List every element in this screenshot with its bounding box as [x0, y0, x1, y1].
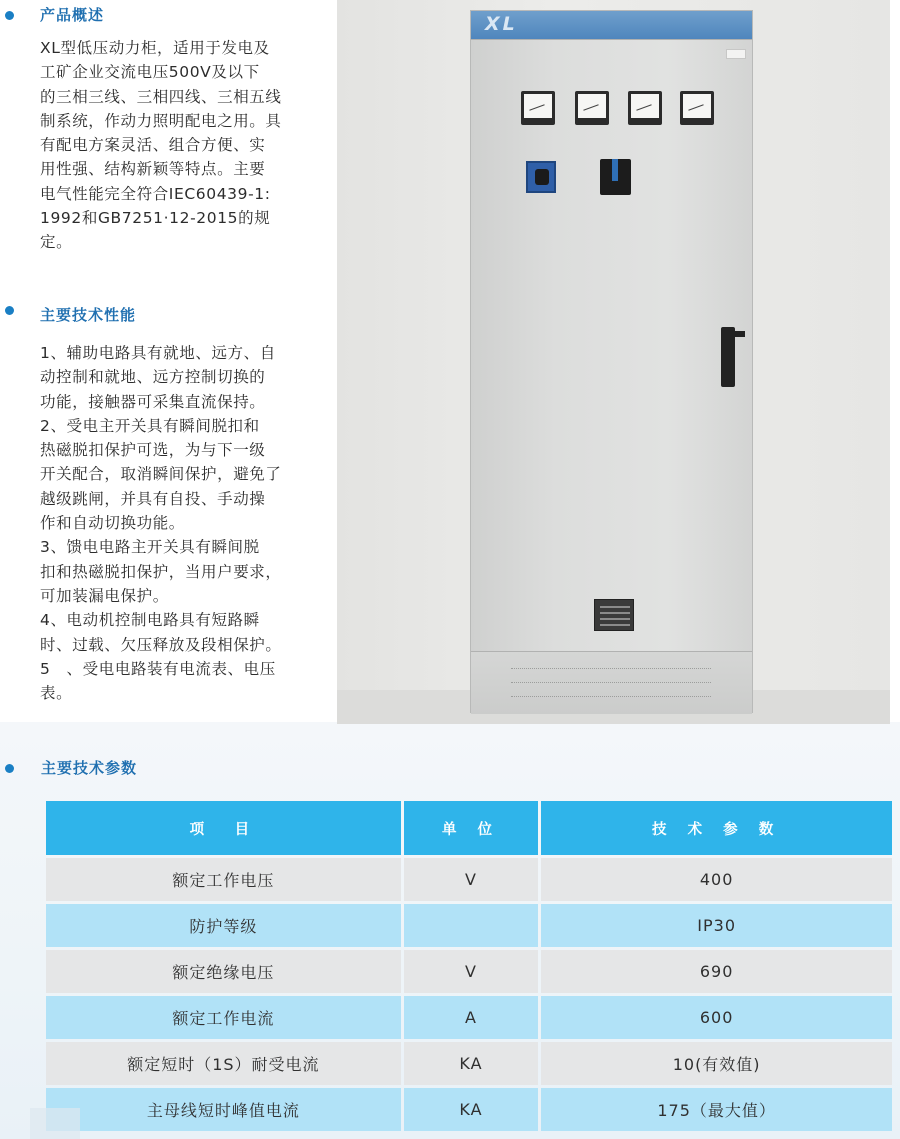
text-line: 功能，接触器可采集直流保持。: [40, 392, 266, 411]
performance-title: 主要技术性能: [40, 306, 137, 324]
table-row: [46, 950, 892, 993]
text-line: 可加装漏电保护。: [40, 586, 169, 605]
cell-item: 额定工作电流: [46, 996, 401, 1039]
bullet-icon: [5, 306, 14, 315]
nameplate: [594, 599, 634, 631]
text-line: 1、辅助电路具有就地、远方、自: [40, 344, 276, 362]
table-header-row: [46, 801, 892, 855]
door-handle-icon: [721, 327, 735, 387]
product-photo: [337, 0, 890, 724]
selector-switch-icon: [526, 161, 556, 193]
meter-icon: [521, 91, 555, 125]
text-line: 5 、受电电路装有电流表、电压: [40, 659, 276, 678]
cell-item: 额定短时（1S）耐受电流: [46, 1042, 401, 1085]
cabinet-plinth: [471, 651, 752, 714]
cabinet-logo: XL: [485, 13, 518, 35]
text-line: 作和自动切换功能。: [40, 514, 185, 533]
cell-unit: A: [404, 996, 539, 1039]
text-line: 工矿企业交流电压500V及以下: [40, 63, 260, 82]
power-cabinet: [470, 10, 753, 713]
table-row: [46, 858, 892, 901]
text-line: XL型低压动力柜，适用于发电及: [40, 39, 270, 57]
text-line: 有配电方案灵活、组合方便、实: [40, 136, 266, 155]
performance-text: [40, 341, 302, 705]
meter-icon: [628, 91, 662, 125]
header-unit: 单 位: [404, 801, 539, 855]
text-line: 1992和GB7251·12-2015的规: [40, 209, 271, 228]
cell-value: 10(有效值): [541, 1042, 892, 1085]
text-line: 表。: [40, 684, 73, 703]
cabinet-topbar: [471, 11, 752, 39]
header-item: 项 目: [46, 801, 401, 855]
table-row: [46, 904, 892, 947]
text-line: 时、过载、欠压释放及段相保护。: [40, 635, 282, 654]
cell-item: 防护等级: [46, 904, 401, 947]
cell-unit: V: [404, 858, 539, 901]
text-line: 3、馈电电路主开关具有瞬间脱: [40, 538, 260, 557]
bullet-icon: [5, 11, 14, 20]
cell-value: 600: [541, 996, 892, 1039]
text-line: 的三相三线、三相四线、三相五线: [40, 87, 282, 106]
params-title: 主要技术参数: [41, 759, 138, 777]
cell-item: 主母线短时峰值电流: [46, 1088, 401, 1131]
table-row: [46, 996, 892, 1039]
text-line: 扣和热磁脱扣保护，当用户要求，: [40, 562, 282, 581]
cell-value: 690: [541, 950, 892, 993]
cell-unit: V: [404, 950, 539, 993]
cell-unit: KA: [404, 1042, 539, 1085]
text-line: 开关配合，取消瞬间保护，避免了: [40, 465, 282, 484]
main-switch-icon: [600, 159, 631, 195]
text-line: 电气性能完全符合IEC60439-1:: [40, 184, 271, 203]
cell-item: 额定绝缘电压: [46, 950, 401, 993]
decorative-corner: [30, 1108, 80, 1139]
cabinet-tag: [726, 49, 746, 59]
text-line: 定。: [40, 233, 73, 252]
cell-item: 额定工作电压: [46, 858, 401, 901]
bullet-icon: [5, 764, 14, 773]
params-table: [43, 798, 895, 1134]
table-row: [46, 1042, 892, 1085]
cell-value: 175（最大值）: [541, 1088, 892, 1131]
meter-icon: [680, 91, 714, 125]
text-line: 动控制和就地、远方控制切换的: [40, 368, 266, 387]
cell-value: IP30: [541, 904, 892, 947]
cell-unit: KA: [404, 1088, 539, 1131]
text-line: 热磁脱扣保护可选，为与下一级: [40, 441, 266, 460]
text-line: 制系统，作动力照明配电之用。具: [40, 111, 282, 130]
text-line: 2、受电主开关具有瞬间脱扣和: [40, 416, 260, 435]
cell-unit: [404, 904, 539, 947]
overview-title: 产品概述: [40, 6, 105, 24]
text-line: 越级跳闸，并具有自投、手动操: [40, 489, 266, 508]
table-row: [46, 1088, 892, 1131]
text-line: 4、电动机控制电路具有短路瞬: [40, 611, 260, 630]
cell-value: 400: [541, 858, 892, 901]
text-line: 用性强、结构新颖等特点。主要: [40, 160, 266, 179]
overview-text: [40, 36, 302, 255]
meter-icon: [575, 91, 609, 125]
header-value: 技 术 参 数: [541, 801, 892, 855]
door-line: [471, 39, 752, 40]
